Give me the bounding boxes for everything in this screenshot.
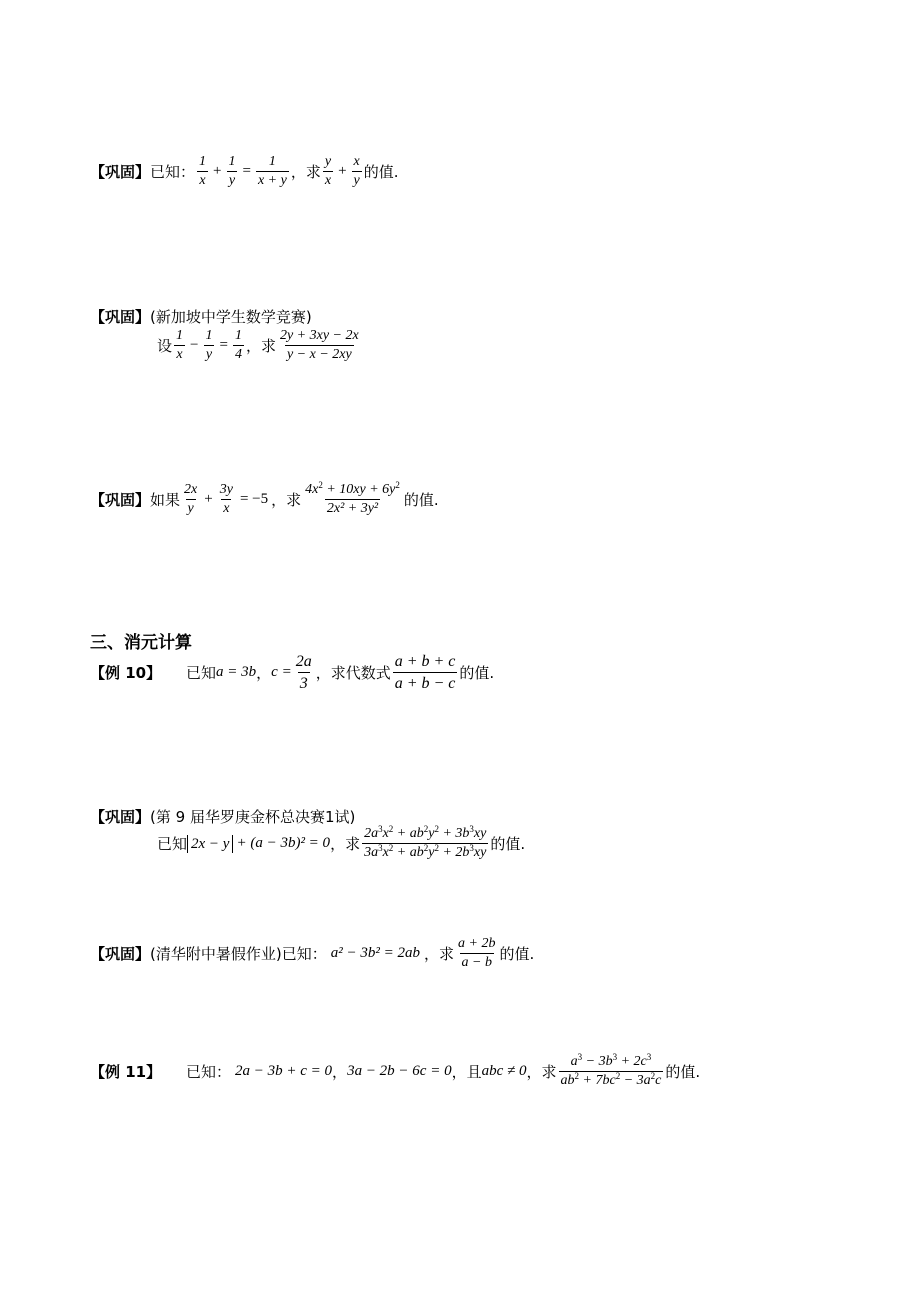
- fraction: $\frac{1}{y}$: [205, 328, 213, 362]
- fraction: $\frac{y}{x}$: [324, 154, 332, 188]
- equation: = −5: [239, 491, 269, 507]
- tag: 【例 10】: [90, 664, 162, 682]
- text: ，求: [245, 337, 276, 355]
- tag: 【巩固】: [90, 491, 151, 509]
- text: 设: [157, 337, 173, 355]
- consolidation-2-body: [157, 328, 363, 363]
- equation: 2a − 3b + c = 0: [235, 1063, 333, 1079]
- fraction: $\frac{1}{x}$: [199, 154, 207, 188]
- operator: =: [242, 163, 251, 179]
- text: 的值.: [403, 491, 439, 509]
- fraction: $\frac{x}{y}$: [353, 154, 360, 188]
- tag: 【巩固】: [90, 308, 151, 326]
- text: ，求: [424, 945, 455, 963]
- fraction: $\frac{1}{y}$: [228, 154, 236, 188]
- fraction: $\frac{1}{x}$: [176, 328, 184, 362]
- fraction: $\frac{4x^2 + 10xy + 6y^2}{\text{2x² + 3y²}}$: [305, 480, 400, 516]
- text: ，求: [330, 835, 361, 853]
- operator: +: [204, 491, 213, 507]
- example-11: [90, 1054, 700, 1089]
- condition: abc ≠ 0: [481, 1063, 527, 1079]
- source: (清华附中暑假作业): [150, 945, 282, 963]
- equation: a² − 3b² = 2ab: [330, 945, 420, 961]
- text: 已知：: [281, 945, 327, 963]
- text: 的值.: [665, 1063, 701, 1081]
- tag: 【例 11】: [90, 1063, 162, 1081]
- fraction: $\frac{2x}{y}$: [184, 482, 198, 516]
- source: (新加坡中学生数学竞赛): [150, 308, 312, 326]
- consolidation-1: [90, 154, 399, 189]
- consolidation-4-header: [90, 806, 355, 827]
- consolidation-4-body: [157, 826, 525, 861]
- text: 的值.: [490, 835, 526, 853]
- source: (第 9 届华罗庚金杯总决赛1试): [150, 808, 356, 826]
- tag: 【巩固】: [90, 945, 151, 963]
- operator: +: [213, 163, 222, 179]
- text: 已知：: [150, 163, 196, 181]
- absolute-value: 2x − y: [187, 835, 233, 853]
- operator: +: [338, 163, 347, 179]
- text: 已知: [186, 664, 217, 682]
- text: ，求: [271, 491, 302, 509]
- text: 如果: [150, 491, 181, 509]
- tag: 【巩固】: [90, 163, 151, 181]
- operator: −: [190, 337, 199, 353]
- fraction: $\frac{a^3 - 3b^3 + 2c^3}{ab^2 + 7bc^2 - 3a^2c}$: [560, 1052, 662, 1088]
- operator: =: [219, 337, 228, 353]
- tag: 【巩固】: [90, 808, 151, 826]
- text: ，求代数式: [315, 664, 391, 682]
- text: ，求: [290, 163, 321, 181]
- fraction: $\frac{a + 2b}{a - b}$: [458, 936, 496, 970]
- consolidation-3: [90, 482, 439, 517]
- fraction: $\frac{2a}{3}$: [295, 653, 312, 692]
- text: 已知: [157, 835, 188, 853]
- example-10: [90, 652, 494, 693]
- equation: 3a − 2b − 6c = 0: [347, 1063, 452, 1079]
- equation: + (a − 3b)² = 0: [236, 835, 331, 851]
- text: 已知：: [186, 1063, 232, 1081]
- consolidation-5: [90, 936, 534, 971]
- fraction: $\frac{2a^3x^2 + ab^2y^2 + 3b^3xy}{3a^3x^2 + ab^2y^2 + 2b^3xy}$: [364, 824, 487, 860]
- text: 的值.: [363, 163, 399, 181]
- consolidation-2-header: [90, 306, 312, 327]
- text: ，: [332, 1063, 348, 1081]
- section-title: 三、消元计算: [90, 633, 192, 653]
- fraction: $\frac{a + b + c}{a + b - c}$: [394, 653, 456, 692]
- text: 的值.: [499, 945, 535, 963]
- text: ，: [256, 664, 272, 682]
- fraction: $\frac{2y + 3xy - 2x}{y - x - 2xy}$: [279, 328, 359, 362]
- fraction: $\frac{1}{4}$: [234, 328, 242, 362]
- equation: a = 3b: [216, 664, 257, 680]
- text: 的值.: [459, 664, 495, 682]
- fraction: $\frac{1}{x + y}$: [257, 154, 287, 188]
- text: ，求: [526, 1063, 557, 1081]
- fraction: $\frac{3y}{x}$: [219, 482, 233, 516]
- text: ，且: [451, 1063, 482, 1081]
- equation: c =: [271, 664, 292, 680]
